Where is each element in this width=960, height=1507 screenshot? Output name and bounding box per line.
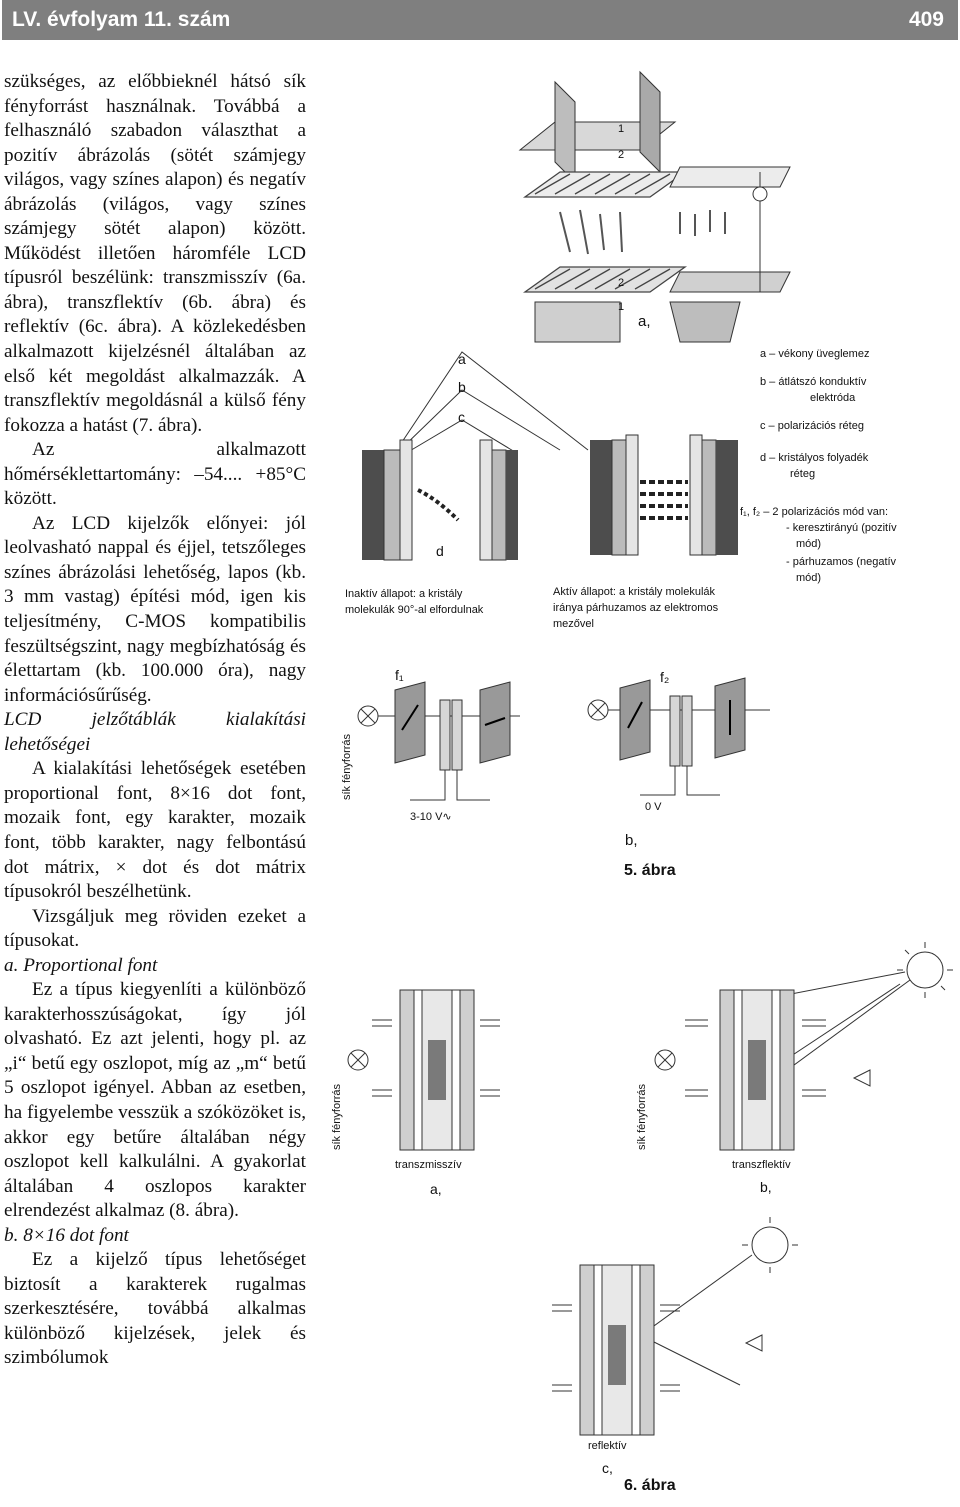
layer-number: 2 (618, 277, 625, 289)
legend-line: f₁, f₂ – 2 polarizációs mód van: (740, 506, 888, 518)
figure-5a-label: a, (638, 313, 651, 330)
layer-b-label: b (458, 379, 466, 395)
light-source-label: sík fényforrás (331, 1083, 343, 1150)
light-source-label: sík fényforrás (341, 733, 353, 800)
voltage-off-label: 0 V (645, 801, 662, 813)
paragraph: Az LCD kijelzők előnyei: jól leolvasható nappal és éjjel, tetszőleges színes ábrázolási lehetőség, lapos (kb. 3 mm vastag) építési mód, igen kis teljesítmény, C-MOS kompatibilis feszültségszint, nagy megbízhatóság és élettartam (kb. 100.000 óra), nagy információsűrűség. (4, 512, 306, 706)
figure-6c-label: c, (602, 1460, 613, 1476)
active-state-text: iránya párhuzamos az elektromos (553, 602, 719, 614)
layer-a-label: a (458, 351, 466, 367)
paragraph: Ez a kijelző típus lehetőséget biztosít a karakterek rugalmas szerkesztésére, továbbá alkalmas különböző kijelzések, jelek és szimbólumok (4, 1249, 306, 1369)
figure-6b-transflective (630, 940, 960, 1200)
figure-5-legend (740, 345, 960, 605)
f1-label: f₁ (395, 667, 404, 683)
paragraph: A kialakítási lehetőségek esetében proportional font, 8×16 dot font, mozaik font, egy karakter, mozaik font, több karakter, nagy felbontású dot mátrix, × dot és dot mátrix típusokról beszélhetünk. (4, 758, 306, 903)
legend-line: mód) (796, 538, 822, 550)
layer-number: 1 (618, 123, 625, 135)
figure-6a-transmissive (331, 990, 520, 1200)
paragraph: szükséges, az előbbieknél hátsó sík fényforrást használnak. Továbbá a felhasználó szabadon választhat a pozitív ábrázolás (sötét számjegy világos, vagy színes alapon) és negatív ábrázolás (világos, vagy színes számjegy sötét alapon) között. Működést illetően háromféle LCD típusról beszélünk: transzmisszív (6a. ábra), transzflektív (6b. ábra) és reflektív (6c. ábra). A közlekedésben alkalmazott kijelzésnél általában az első két megoldást alkalmazzák. A transzflektív megoldásnál a külső fény fokozza a hatást (7. ábra). (4, 71, 306, 436)
page-number: 409 (908, 8, 944, 31)
paragraph: Az alkalmazott hőmérséklettartomány: –54.... +85°C között. (4, 439, 306, 510)
figure-5-cross-section-active (590, 440, 750, 560)
figure-5-caption: 5. ábra (624, 862, 676, 879)
legend-line: a – vékony üveglemez (760, 348, 870, 360)
figure-6c-reflective (540, 1215, 870, 1475)
transflective-label: transzflektív (732, 1159, 791, 1171)
subsection-heading: a. Proportional font (4, 954, 158, 976)
figure-5-state-captions (345, 585, 765, 635)
figure-6b-label: b, (760, 1179, 772, 1195)
light-source-label: sík fényforrás (636, 1083, 648, 1150)
layer-number: 1 (618, 301, 625, 313)
f2-label: f₂ (660, 669, 670, 685)
transmissive-label: transzmisszív (395, 1159, 462, 1171)
figure-5b-label: b, (625, 832, 638, 849)
legend-line: b – átlátszó konduktív (760, 376, 867, 388)
layer-c-label: c (458, 409, 465, 425)
legend-line: réteg (790, 468, 816, 480)
legend-line: elektróda (810, 392, 856, 404)
section-heading: LCD jelzőtáblák kialakítási lehetőségei (4, 709, 306, 755)
journal-issue: LV. évfolyam 11. szám (12, 8, 231, 31)
legend-line: mód) (796, 572, 822, 584)
legend-line: - párhuzamos (negatív (786, 556, 897, 568)
layer-d-label: d (436, 543, 444, 559)
active-state-text: mezővel (553, 618, 594, 630)
subsection-heading: b. 8×16 dot font (4, 1224, 129, 1246)
layer-number: 2 (618, 149, 625, 161)
legend-line: - keresztirányú (pozitív (786, 522, 897, 534)
active-state-text: Aktív állapot: a kristály molekulák (553, 586, 716, 598)
paragraph: Ez a típus kiegyenlíti a különböző karakterhosszúságokat, így jól olvasható. Ez azt jelenti, hogy pl. az „i“ betű egy oszlopot, míg az „m“ betű 5 oszlopot igényel. Abban az esetben, ha figyelembe vesszük a szóközöket is, akkor egy betűre általában négy oszlopot kell kalkulálni. A gyakorlat általában 4 oszlopos karakter elrendezést alkalmaz (8. ábra). (4, 979, 306, 1222)
figure-6a-label: a, (430, 1181, 442, 1197)
paragraph: Vizsgáljuk meg röviden ezeket a típusokat. (4, 905, 306, 952)
page-header (2, 0, 958, 40)
legend-line: d – kristályos folyadék (760, 452, 869, 464)
figure-6-caption: 6. ábra (624, 1477, 676, 1494)
article-text (4, 70, 306, 1371)
figure-5-cross-section (340, 340, 590, 570)
figure-5b-polarizers (340, 660, 790, 830)
figure-5a-exploded-cell (500, 62, 790, 342)
reflective-label: reflektív (588, 1440, 627, 1452)
legend-line: c – polarizációs réteg (760, 420, 864, 432)
voltage-on-label: 3-10 V∿ (410, 811, 452, 823)
inactive-state-text: Inaktív állapot: a kristály (345, 588, 463, 600)
inactive-state-text: molekulák 90°-al elfordulnak (345, 604, 484, 616)
